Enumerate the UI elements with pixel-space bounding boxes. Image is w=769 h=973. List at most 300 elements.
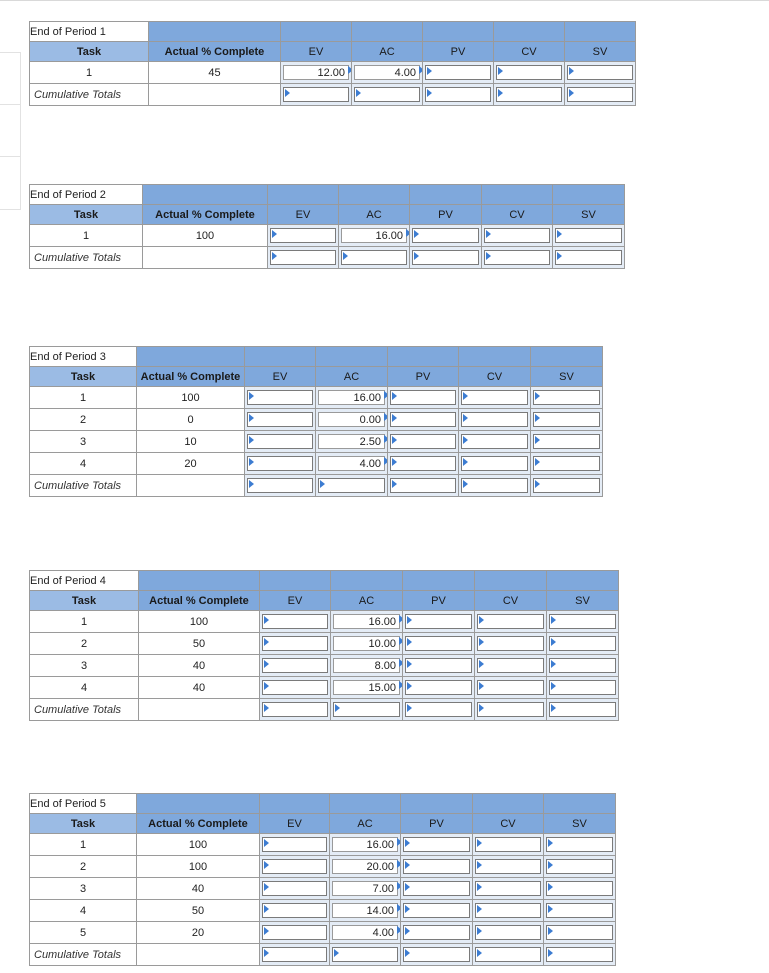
task-number: 5 (30, 922, 137, 944)
sv-input[interactable] (549, 658, 616, 673)
pv-cell (403, 655, 475, 677)
sv-input[interactable] (549, 636, 616, 651)
ev-cell (260, 856, 330, 878)
column-header-cv: CV (459, 367, 531, 387)
dropdown-marker-icon (479, 682, 484, 690)
total-sv-input[interactable] (546, 947, 613, 962)
sv-input[interactable] (567, 65, 633, 80)
pv-input[interactable] (405, 636, 472, 651)
total-cv-input[interactable] (477, 702, 544, 717)
dropdown-marker-icon (551, 704, 556, 712)
column-header-ev: EV (268, 205, 339, 225)
pv-input[interactable] (412, 228, 479, 243)
column-header-sv: SV (531, 367, 603, 387)
actual-percent-complete: 40 (137, 878, 260, 900)
sv-input[interactable] (546, 925, 613, 940)
total-pv-input[interactable] (425, 87, 491, 102)
dropdown-marker-icon (463, 458, 468, 466)
ac-cell (316, 453, 388, 475)
sv-input[interactable] (533, 456, 600, 471)
cv-cell (473, 922, 544, 944)
pv-cell (388, 431, 459, 453)
ev-input[interactable] (262, 636, 328, 651)
table-row (30, 878, 616, 900)
title-row-filler (544, 794, 616, 814)
total-pv-input[interactable] (405, 702, 472, 717)
ev-input[interactable] (262, 658, 328, 673)
total-cv-input[interactable] (461, 478, 528, 493)
column-header-ev: EV (245, 367, 316, 387)
dropdown-marker-icon (498, 67, 503, 75)
dropdown-marker-icon (272, 252, 277, 260)
title-row-filler (352, 22, 423, 42)
task-number: 3 (30, 655, 139, 677)
total-ev-cell (245, 475, 316, 497)
total-ac-input[interactable] (333, 702, 400, 717)
pv-input[interactable] (403, 903, 470, 918)
top-divider (0, 0, 769, 1)
column-header-task: Task (30, 42, 149, 62)
title-row-filler (260, 571, 331, 591)
ac-input[interactable]: 16.00 (341, 228, 407, 243)
cv-input[interactable] (461, 390, 528, 405)
total-ev-input[interactable] (270, 250, 336, 265)
ev-input[interactable] (247, 390, 313, 405)
total-ev-input[interactable] (262, 702, 328, 717)
sv-cell (544, 834, 616, 856)
ac-cell (352, 62, 423, 84)
sv-cell (553, 225, 625, 247)
dropdown-marker-icon (320, 480, 325, 488)
dropdown-marker-icon (463, 392, 468, 400)
cumulative-totals-label: Cumulative Totals (30, 84, 149, 106)
dropdown-marker-icon (548, 949, 553, 957)
ac-input[interactable]: 4.00 (318, 456, 385, 471)
pv-input[interactable] (390, 434, 456, 449)
cumulative-totals-row (30, 699, 619, 721)
pv-cell (388, 387, 459, 409)
pv-input[interactable] (405, 680, 472, 695)
dropdown-marker-icon (264, 927, 269, 935)
total-ac-input[interactable] (354, 87, 420, 102)
ev-input[interactable] (247, 456, 313, 471)
total-sv-cell (547, 699, 619, 721)
title-row-filler (316, 347, 388, 367)
task-number: 3 (30, 878, 137, 900)
column-header-ev: EV (281, 42, 352, 62)
title-row-filler (137, 794, 260, 814)
ac-input[interactable]: 4.00 (354, 65, 420, 80)
cv-input[interactable] (484, 228, 550, 243)
cv-cell (459, 431, 531, 453)
title-row-filler (331, 571, 403, 591)
cumulative-totals-row (30, 475, 603, 497)
total-pv-input[interactable] (412, 250, 479, 265)
dropdown-marker-icon (405, 861, 410, 869)
period-4-table (29, 570, 619, 721)
cv-input[interactable] (461, 434, 528, 449)
cv-cell (494, 62, 565, 84)
table-row (30, 677, 619, 699)
ac-cell (330, 878, 401, 900)
cv-input[interactable] (477, 680, 544, 695)
table-row (30, 611, 619, 633)
title-row-filler (401, 794, 473, 814)
ev-input[interactable] (262, 903, 327, 918)
ac-cell (316, 387, 388, 409)
actual-percent-complete: 20 (137, 453, 245, 475)
title-row-filler (137, 347, 245, 367)
sv-cell (547, 611, 619, 633)
dropdown-marker-icon (264, 949, 269, 957)
sv-input[interactable] (546, 903, 613, 918)
dropdown-marker-icon (535, 458, 540, 466)
dropdown-marker-icon (477, 883, 482, 891)
dropdown-marker-icon (477, 927, 482, 935)
total-sv-input[interactable] (549, 702, 616, 717)
pv-cell (401, 922, 473, 944)
cv-input[interactable] (477, 614, 544, 629)
dropdown-marker-icon (477, 861, 482, 869)
ev-input[interactable]: 12.00 (283, 65, 349, 80)
pv-input[interactable] (403, 859, 470, 874)
total-ev-input[interactable] (247, 478, 313, 493)
ev-cell (281, 62, 352, 84)
table-row (30, 900, 616, 922)
ac-input[interactable]: 16.00 (333, 614, 400, 629)
pv-input[interactable] (405, 614, 472, 629)
ac-input[interactable]: 16.00 (332, 837, 398, 852)
task-number: 1 (30, 834, 137, 856)
cv-cell (459, 387, 531, 409)
ev-input[interactable] (247, 412, 313, 427)
ev-input[interactable] (262, 859, 327, 874)
cv-input[interactable] (475, 881, 541, 896)
title-row-filler (143, 185, 268, 205)
totals-blank-cell (137, 475, 245, 497)
ac-input[interactable]: 20.00 (332, 859, 398, 874)
cv-input[interactable] (475, 903, 541, 918)
title-row-filler (553, 185, 625, 205)
dropdown-marker-icon (427, 89, 432, 97)
task-number: 1 (30, 611, 139, 633)
ac-input[interactable]: 0.00 (318, 412, 385, 427)
ev-cell (260, 878, 330, 900)
column-header-ac: AC (316, 367, 388, 387)
total-pv-cell (423, 84, 494, 106)
table-row (30, 409, 603, 431)
period-title: End of Period 3 (30, 347, 137, 367)
total-pv-cell (410, 247, 482, 269)
dropdown-marker-icon (264, 905, 269, 913)
total-ac-input[interactable] (318, 478, 385, 493)
dropdown-marker-icon (414, 252, 419, 260)
ev-cell (260, 922, 330, 944)
sv-input[interactable] (546, 859, 613, 874)
dropdown-marker-icon (479, 616, 484, 624)
ev-input[interactable] (262, 925, 327, 940)
table-row (30, 655, 619, 677)
sv-input[interactable] (533, 390, 600, 405)
dropdown-marker-icon (548, 927, 553, 935)
column-header-pct: Actual % Complete (149, 42, 281, 62)
title-row-filler (475, 571, 547, 591)
actual-percent-complete: 20 (137, 922, 260, 944)
total-cv-cell (494, 84, 565, 106)
ac-cell (316, 431, 388, 453)
dropdown-marker-icon (498, 89, 503, 97)
dropdown-marker-icon (405, 883, 410, 891)
sv-cell (544, 900, 616, 922)
dropdown-marker-icon (264, 638, 269, 646)
actual-percent-complete: 50 (137, 900, 260, 922)
sv-cell (544, 922, 616, 944)
dropdown-marker-icon (407, 638, 412, 646)
total-cv-input[interactable] (496, 87, 562, 102)
cv-input[interactable] (477, 636, 544, 651)
cv-cell (475, 677, 547, 699)
pv-input[interactable] (390, 412, 456, 427)
totals-blank-cell (149, 84, 281, 106)
dropdown-marker-icon (272, 230, 277, 238)
table-row (30, 856, 616, 878)
ev-cell (245, 453, 316, 475)
pv-cell (401, 900, 473, 922)
dropdown-marker-icon (249, 480, 254, 488)
dropdown-marker-icon (335, 704, 340, 712)
dropdown-marker-icon (548, 883, 553, 891)
ev-input[interactable] (262, 614, 328, 629)
cv-input[interactable] (477, 658, 544, 673)
column-header-ac: AC (330, 814, 401, 834)
ev-cell (245, 387, 316, 409)
actual-percent-complete: 40 (139, 655, 260, 677)
table-row (30, 62, 636, 84)
column-header-pv: PV (410, 205, 482, 225)
ac-input[interactable]: 2.50 (318, 434, 385, 449)
totals-blank-cell (143, 247, 268, 269)
dropdown-marker-icon (551, 682, 556, 690)
total-pv-input[interactable] (390, 478, 456, 493)
dropdown-marker-icon (249, 458, 254, 466)
sv-cell (531, 453, 603, 475)
ac-input[interactable]: 8.00 (333, 658, 400, 673)
sv-input[interactable] (546, 881, 613, 896)
ac-input[interactable]: 16.00 (318, 390, 385, 405)
pv-cell (401, 856, 473, 878)
cv-cell (459, 453, 531, 475)
dropdown-marker-icon (477, 949, 482, 957)
total-ac-cell (352, 84, 423, 106)
ac-cell (330, 922, 401, 944)
period-1-table (29, 21, 636, 106)
actual-percent-complete: 10 (137, 431, 245, 453)
ac-input[interactable]: 4.00 (332, 925, 398, 940)
pv-cell (388, 453, 459, 475)
table-row (30, 387, 603, 409)
dropdown-marker-icon (392, 458, 397, 466)
ev-input[interactable] (247, 434, 313, 449)
actual-percent-complete: 100 (139, 611, 260, 633)
left-panel-tab (0, 52, 21, 106)
title-row-filler (260, 794, 330, 814)
total-ev-cell (268, 247, 339, 269)
column-header-pv: PV (423, 42, 494, 62)
title-row-filler (330, 794, 401, 814)
ac-input[interactable]: 15.00 (333, 680, 400, 695)
column-header-ev: EV (260, 591, 331, 611)
dropdown-marker-icon (407, 616, 412, 624)
dropdown-marker-icon (264, 660, 269, 668)
dropdown-marker-icon (343, 252, 348, 260)
dropdown-marker-icon (535, 392, 540, 400)
dropdown-marker-icon (264, 704, 269, 712)
total-ev-input[interactable] (283, 87, 349, 102)
dropdown-marker-icon (285, 89, 290, 97)
cumulative-totals-label: Cumulative Totals (30, 475, 137, 497)
cv-input[interactable] (461, 412, 528, 427)
ev-input[interactable] (270, 228, 336, 243)
sv-input[interactable] (549, 680, 616, 695)
title-row-filler (403, 571, 475, 591)
actual-percent-complete: 40 (139, 677, 260, 699)
ev-cell (260, 677, 331, 699)
total-sv-cell (553, 247, 625, 269)
pv-cell (410, 225, 482, 247)
ac-input[interactable]: 7.00 (332, 881, 398, 896)
title-row-filler (268, 185, 339, 205)
column-header-pct: Actual % Complete (137, 814, 260, 834)
pv-input[interactable] (390, 456, 456, 471)
dropdown-marker-icon (551, 638, 556, 646)
ac-cell (331, 611, 403, 633)
dropdown-marker-icon (569, 67, 574, 75)
column-header-ac: AC (331, 591, 403, 611)
cumulative-totals-row (30, 84, 636, 106)
cv-input[interactable] (496, 65, 562, 80)
ac-input[interactable]: 10.00 (333, 636, 400, 651)
ac-cell (330, 900, 401, 922)
column-header-pct: Actual % Complete (143, 205, 268, 225)
actual-percent-complete: 100 (137, 856, 260, 878)
dropdown-marker-icon (535, 480, 540, 488)
ac-cell (331, 677, 403, 699)
total-ev-input[interactable] (262, 947, 327, 962)
title-row-filler (388, 347, 459, 367)
total-sv-input[interactable] (555, 250, 622, 265)
cv-input[interactable] (475, 859, 541, 874)
column-header-cv: CV (475, 591, 547, 611)
total-ac-input[interactable] (341, 250, 407, 265)
pv-input[interactable] (403, 881, 470, 896)
period-5-table (29, 793, 616, 966)
total-ac-input[interactable] (332, 947, 398, 962)
period-3-table (29, 346, 603, 497)
actual-percent-complete: 100 (143, 225, 268, 247)
ev-input[interactable] (262, 680, 328, 695)
cv-cell (473, 878, 544, 900)
ev-cell (268, 225, 339, 247)
pv-cell (403, 633, 475, 655)
sv-input[interactable] (533, 412, 600, 427)
total-sv-input[interactable] (533, 478, 600, 493)
column-header-pct: Actual % Complete (139, 591, 260, 611)
ac-cell (330, 834, 401, 856)
dropdown-marker-icon (405, 839, 410, 847)
cumulative-totals-label: Cumulative Totals (30, 699, 139, 721)
sv-input[interactable] (549, 614, 616, 629)
cv-input[interactable] (461, 456, 528, 471)
sv-input[interactable] (533, 434, 600, 449)
dropdown-marker-icon (264, 883, 269, 891)
ac-input[interactable]: 14.00 (332, 903, 398, 918)
task-number: 4 (30, 677, 139, 699)
total-sv-input[interactable] (567, 87, 633, 102)
dropdown-marker-icon (405, 949, 410, 957)
ev-input[interactable] (262, 881, 327, 896)
sv-input[interactable] (546, 837, 613, 852)
total-cv-input[interactable] (475, 947, 541, 962)
pv-input[interactable] (403, 837, 470, 852)
dropdown-marker-icon (557, 252, 562, 260)
totals-blank-cell (139, 699, 260, 721)
cv-input[interactable] (475, 925, 541, 940)
dropdown-marker-icon (548, 861, 553, 869)
task-number: 4 (30, 900, 137, 922)
pv-input[interactable] (425, 65, 491, 80)
cv-input[interactable] (475, 837, 541, 852)
left-panel-tab (0, 156, 21, 210)
total-cv-input[interactable] (484, 250, 550, 265)
column-header-sv: SV (547, 591, 619, 611)
pv-input[interactable] (403, 925, 470, 940)
task-number: 2 (30, 409, 137, 431)
actual-percent-complete: 50 (139, 633, 260, 655)
dropdown-marker-icon (407, 660, 412, 668)
cv-cell (475, 611, 547, 633)
column-header-sv: SV (553, 205, 625, 225)
dropdown-marker-icon (392, 392, 397, 400)
column-header-task: Task (30, 205, 143, 225)
task-number: 1 (30, 62, 149, 84)
pv-input[interactable] (390, 390, 456, 405)
dropdown-marker-icon (407, 704, 412, 712)
total-cv-cell (482, 247, 553, 269)
column-header-cv: CV (473, 814, 544, 834)
cv-cell (473, 834, 544, 856)
sv-cell (565, 62, 636, 84)
title-row-filler (473, 794, 544, 814)
title-row-filler (423, 22, 494, 42)
total-cv-cell (475, 699, 547, 721)
dropdown-marker-icon (463, 414, 468, 422)
total-ev-cell (260, 944, 330, 966)
sv-cell (547, 677, 619, 699)
ac-cell (331, 633, 403, 655)
pv-input[interactable] (405, 658, 472, 673)
title-row-filler (482, 185, 553, 205)
title-row-filler (245, 347, 316, 367)
sv-input[interactable] (555, 228, 622, 243)
total-pv-input[interactable] (403, 947, 470, 962)
dropdown-marker-icon (486, 230, 491, 238)
column-header-cv: CV (494, 42, 565, 62)
ev-cell (245, 431, 316, 453)
period-title: End of Period 1 (30, 22, 149, 42)
column-header-task: Task (30, 591, 139, 611)
ev-input[interactable] (262, 837, 327, 852)
dropdown-marker-icon (356, 89, 361, 97)
